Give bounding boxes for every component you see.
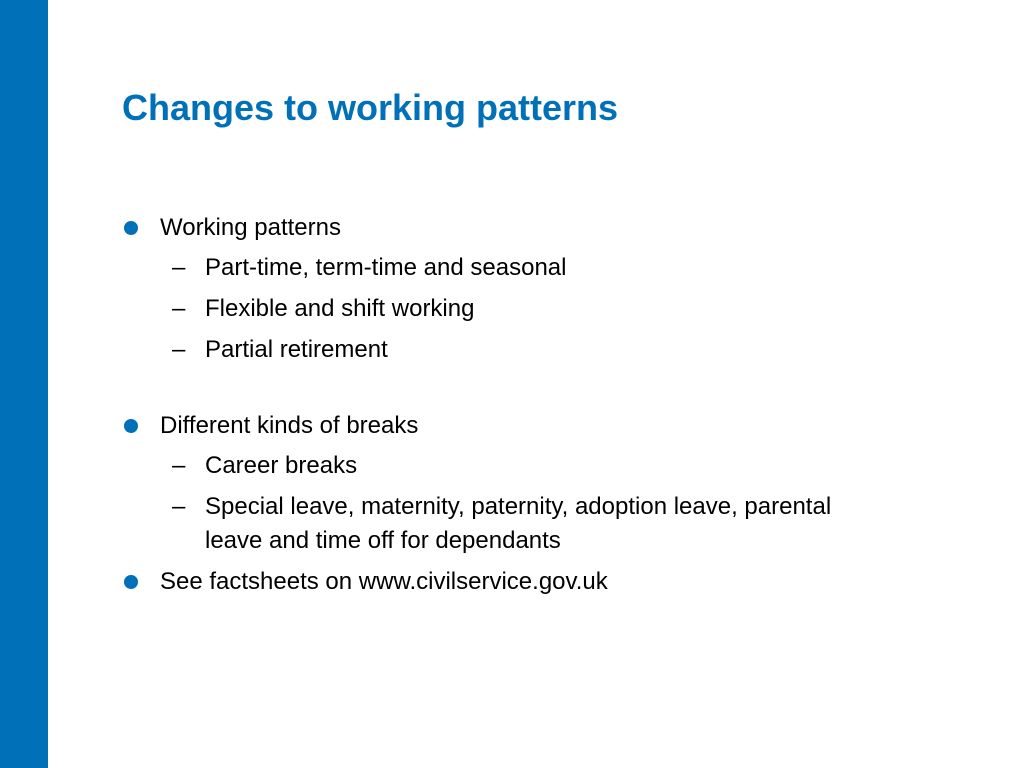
bullet-label: See factsheets on www.civilservice.gov.uk [160,568,608,595]
bullet-dot-icon [124,221,138,235]
bullet-label: Working patterns [160,214,341,241]
dash-marker: – [172,336,186,363]
sub-item [122,449,982,483]
bullet-item-breaks [122,408,982,444]
dash-marker: – [172,295,186,322]
bullet-item-working-patterns [122,210,982,246]
spacer [122,367,982,408]
dash-marker: – [172,254,186,281]
sub-item-label: Partial retirement [205,336,388,363]
sub-item-label: Flexible and shift working [205,295,475,322]
bullet-dot-icon [124,575,138,589]
slide-title: Changes to working patterns [122,87,619,128]
bullet-dot-icon [124,419,138,433]
sub-item [122,251,982,285]
bullet-item-factsheets [122,564,982,600]
slide-content [122,210,982,600]
sub-item-label: Special leave, maternity, paternity, adoption leave, parental leave and time off for dependants [205,493,832,554]
dash-marker: – [172,493,186,520]
sub-item [122,292,982,326]
sub-item-label: Career breaks [205,452,358,479]
dash-marker: – [172,452,186,479]
left-accent-bar [0,0,48,768]
bullet-label: Different kinds of breaks [160,412,419,439]
sub-item-label: Part-time, term-time and seasonal [205,254,567,281]
sub-item [122,333,982,367]
sub-item [122,490,982,558]
